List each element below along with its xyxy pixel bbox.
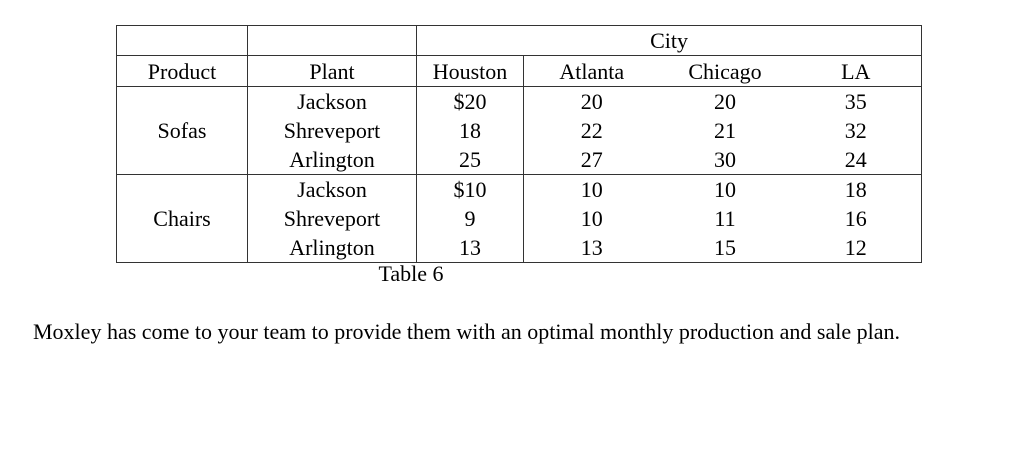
table-row-chairs: [117, 175, 922, 263]
cost-value: 18: [459, 118, 481, 143]
blank-cell: [117, 26, 248, 56]
cost-value: 21: [714, 118, 736, 143]
plant-name: Jackson: [297, 177, 367, 202]
cost-value: $20: [453, 89, 487, 114]
plant-cell: [248, 175, 417, 263]
column-header-row: [117, 56, 922, 87]
cost-cell-la: [791, 175, 922, 263]
product-cell-chairs: Chairs: [117, 175, 248, 263]
table-caption: [116, 260, 921, 288]
cost-value: 11: [714, 206, 736, 231]
product-cell-sofas: Sofas: [117, 87, 248, 175]
cost-value: 10: [580, 206, 603, 231]
cost-cell-atlanta: [524, 87, 660, 175]
cost-value: 35: [844, 89, 867, 114]
table-row-sofas: [117, 87, 922, 175]
blank-cell: [248, 26, 417, 56]
cost-value: $10: [453, 177, 487, 202]
cost-table: [116, 25, 922, 263]
cost-cell-la: [791, 87, 922, 175]
cost-value: 15: [714, 235, 736, 260]
cost-cell-houston: [417, 87, 524, 175]
cost-value: 24: [844, 147, 867, 172]
cost-cell-atlanta: [524, 175, 660, 263]
cost-value: 22: [580, 118, 603, 143]
plant-name: Shreveport: [283, 118, 381, 143]
plant-name: Shreveport: [283, 206, 381, 231]
cost-value: 12: [844, 235, 867, 260]
cost-value: 10: [714, 177, 736, 202]
table-caption-text: Table 6: [378, 261, 444, 286]
plant-name: Arlington: [289, 147, 375, 172]
group-header-row: [117, 26, 922, 56]
cost-value: 27: [580, 147, 603, 172]
plant-header: Plant: [248, 56, 417, 87]
cost-cell-chicago: [660, 175, 791, 263]
product-header: Product: [117, 56, 248, 87]
cost-value: 13: [580, 235, 603, 260]
cost-value: 20: [714, 89, 736, 114]
city-header-chicago: Chicago: [660, 56, 791, 87]
cost-value: 16: [844, 206, 867, 231]
plant-name: Arlington: [289, 235, 375, 260]
city-header-la: LA: [791, 56, 922, 87]
cost-value: 10: [580, 177, 603, 202]
city-header-atlanta: Atlanta: [524, 56, 660, 87]
cost-cell-chicago: [660, 87, 791, 175]
city-group-label: City: [650, 28, 688, 53]
cost-value: 18: [844, 177, 867, 202]
cost-value: 25: [459, 147, 481, 172]
body-paragraph: Moxley has come to your team to provide them with an optimal monthly production and sale plan.: [33, 319, 900, 344]
cost-value: 13: [459, 235, 481, 260]
plant-name: Jackson: [297, 89, 367, 114]
cost-value: 30: [714, 147, 736, 172]
plant-cell: [248, 87, 417, 175]
cost-cell-houston: [417, 175, 524, 263]
cost-value: 32: [844, 118, 867, 143]
cost-value: 9: [464, 206, 476, 231]
city-group-header: [417, 26, 922, 56]
cost-value: 20: [580, 89, 603, 114]
city-header-houston: Houston: [417, 56, 524, 87]
